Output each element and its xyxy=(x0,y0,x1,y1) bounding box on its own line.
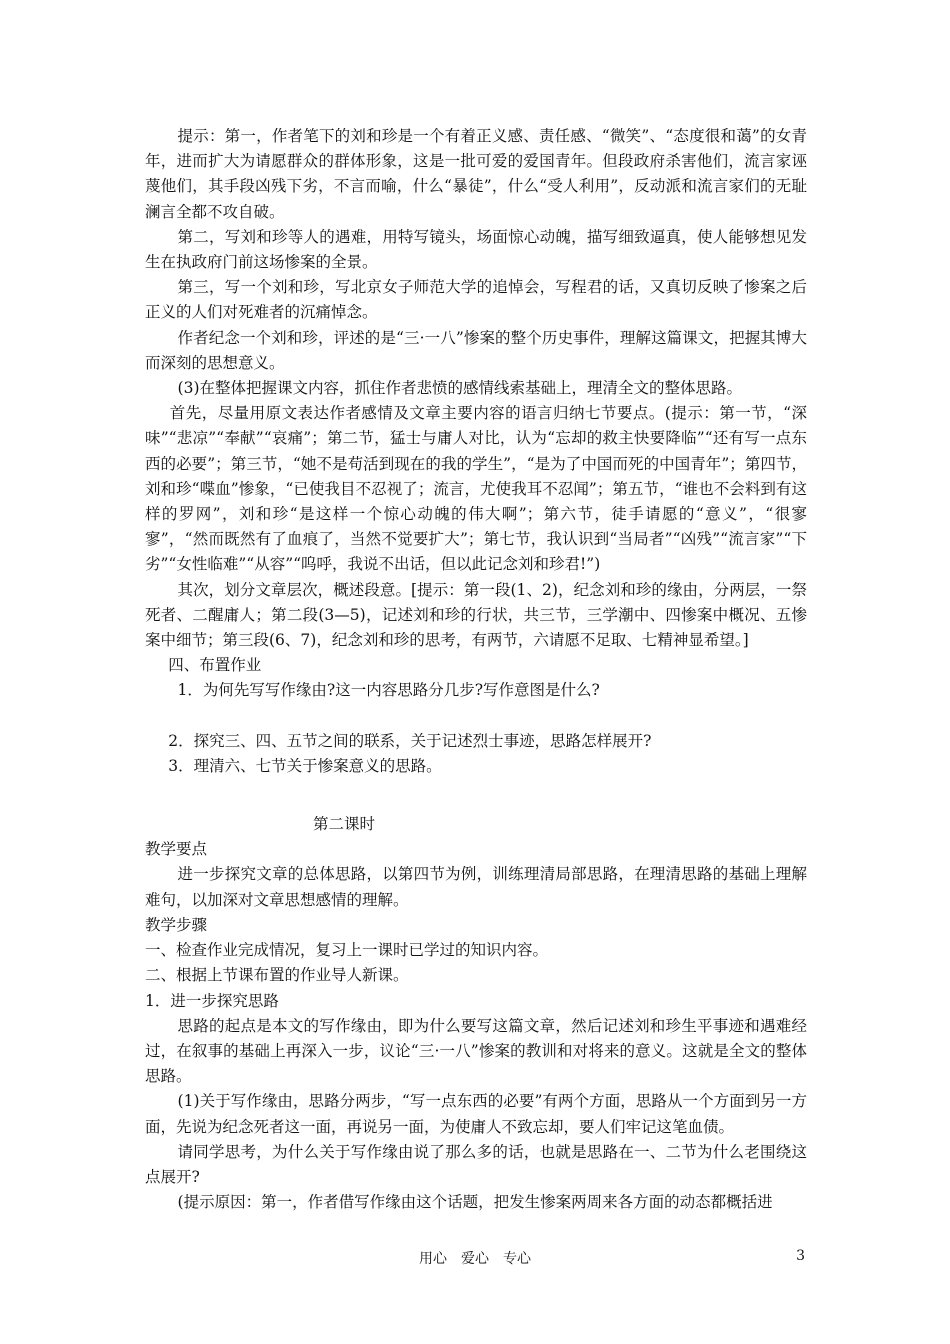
paragraph-thought-start: 思路的起点是本文的写作缘由，即为什么要写这篇文章，然后记述刘和珍生平事迹和遇难经过，在叙事的基础上再深入一步，议论“三·一八”惨案的教训和对将来的意义。这就是全文的整体思路。 xyxy=(145,1016,807,1086)
footer-motto: 用心 爱心 专心 xyxy=(419,1251,531,1267)
step-one: 一、检查作业完成情况，复习上一课时已学过的知识内容。 xyxy=(145,941,549,960)
step-two: 二、根据上节课布置的作业导人新课。 xyxy=(145,966,409,985)
homework-item-2: 2．探究三、四、五节之间的联系，关于记述烈士事迹，思路怎样展开? xyxy=(168,731,652,750)
lesson-title: 第二课时 xyxy=(313,815,376,834)
spacer xyxy=(145,804,807,812)
spacer xyxy=(145,704,807,729)
paragraph-second: 第二，写刘和珍等人的遇难，用特写镜头，场面惊心动魄，描写细致逼真，使人能够想见发生在执政府门前这场惨案的全景。 xyxy=(145,227,807,272)
paragraph-teaching-points: 进一步探究文章的总体思路，以第四节为例，训练理清局部思路，在理清思路的基础上理解难句，以加深对文章思想感情的理解。 xyxy=(145,865,807,909)
subheading-explore: 1．进一步探究思路 xyxy=(145,991,279,1010)
paragraph-hint-first: 提示：第一，作者笔下的刘和珍是一个有着正义感、责任感、“微笑”、“态度很和蔼”的女青年，进而扩大为请愿群众的群体形象，这是一批可爱的爱国青年。但段政府杀害他们，流言家诬蔑他们，其手段凶残下劣，不言而喻，什么“暴徒”，什么“受人利用”，反动派和流言家们的无耻澜言全都不攻自破。 xyxy=(145,127,807,221)
paragraph-divide-levels: 其次，划分文章层次，概述段意。[提示：第一段(1、2)，纪念刘和珍的缘由，分两层，一祭死者、二醒庸人；第二段(3—5)，记述刘和珍的行状，共三节，三学潮中、四惨案中概况、五惨案中细节；第三段(6、7)，纪念刘和珍的思考，有两节，六请愿不足取、七精神显希望。] xyxy=(145,580,807,650)
page-number: 3 xyxy=(796,1248,805,1264)
paragraph-question: 请同学思考，为什么关于写作缘由说了那么多的话，也就是思路在一、二节为什么老围绕这点展开? xyxy=(145,1142,807,1186)
homework-item-3: 3．理清六、七节关于惨案意义的思路。 xyxy=(168,756,442,775)
paragraph-step-3: (3)在整体把握课文内容，抓住作者悲愤的感情线索基础上，理清全文的整体思路。 xyxy=(177,379,743,398)
paragraph-summary-sections: 首先，尽量用原文表达作者感情及文章主要内容的语言归纳七节要点。(提示：第一节，“深味”“悲凉”“奉献”“哀痛”；第二节，猛士与庸人对比，认为“忘却的救主快要降临”“还有写一点东西的必要”；第三节，“她不是苟活到现在的我的学生”，“是为了中国而死的中国青年”；第四节，刘和珍“喋血”惨象，“已使我目不忍视了；流言，尤使我耳不忍闻”；第五节，“谁也不会料到有这样的罗网”，刘和珍“是这样一个惊心动魄的伟大啊”；第六节，徒手请愿的“意义”，“很寥寥”，“然而既然有了血痕了，当然不觉要扩大”；第七节，我认识到“当局者”“凶残”“流言家”“下劣”“女性临难”“从容”“呜呼，我说不出话，但以此记念刘和珍君!”) xyxy=(145,404,807,574)
paragraph-third: 第三，写一个刘和珍，写北京女子师范大学的追悼会，写程君的话，又真切反映了惨案之后正义的人们对死难者的沉痛悼念。 xyxy=(145,278,807,322)
paragraph-hint-reason: (提示原因：第一，作者借写作缘由这个话题，把发生惨案两周来各方面的动态都概括进 xyxy=(177,1193,773,1212)
heading-homework: 四、布置作业 xyxy=(168,656,262,675)
page-footer xyxy=(0,1248,950,1270)
paragraph-writing-reason: (1)关于写作缘由，思路分两步，“写一点东西的必要”有两个方面，思路从一个方面到另一方面，先说为纪念死者这一面，再说另一面，为使庸人不致忘却，要人们牢记这笔血债。 xyxy=(145,1092,807,1136)
homework-item-1: 1．为何先写写作缘由?这一内容思路分几步?写作意图是什么? xyxy=(177,681,600,700)
heading-teaching-points: 教学要点 xyxy=(145,840,208,859)
heading-teaching-steps: 教学步骤 xyxy=(145,915,208,934)
paragraph-commemoration: 作者纪念一个刘和珍，评述的是“三·一八”惨案的整个历史事件，理解这篇课文，把握其博大而深刻的思想意义。 xyxy=(145,328,807,372)
spacer xyxy=(145,779,807,804)
page-body xyxy=(145,124,807,1215)
